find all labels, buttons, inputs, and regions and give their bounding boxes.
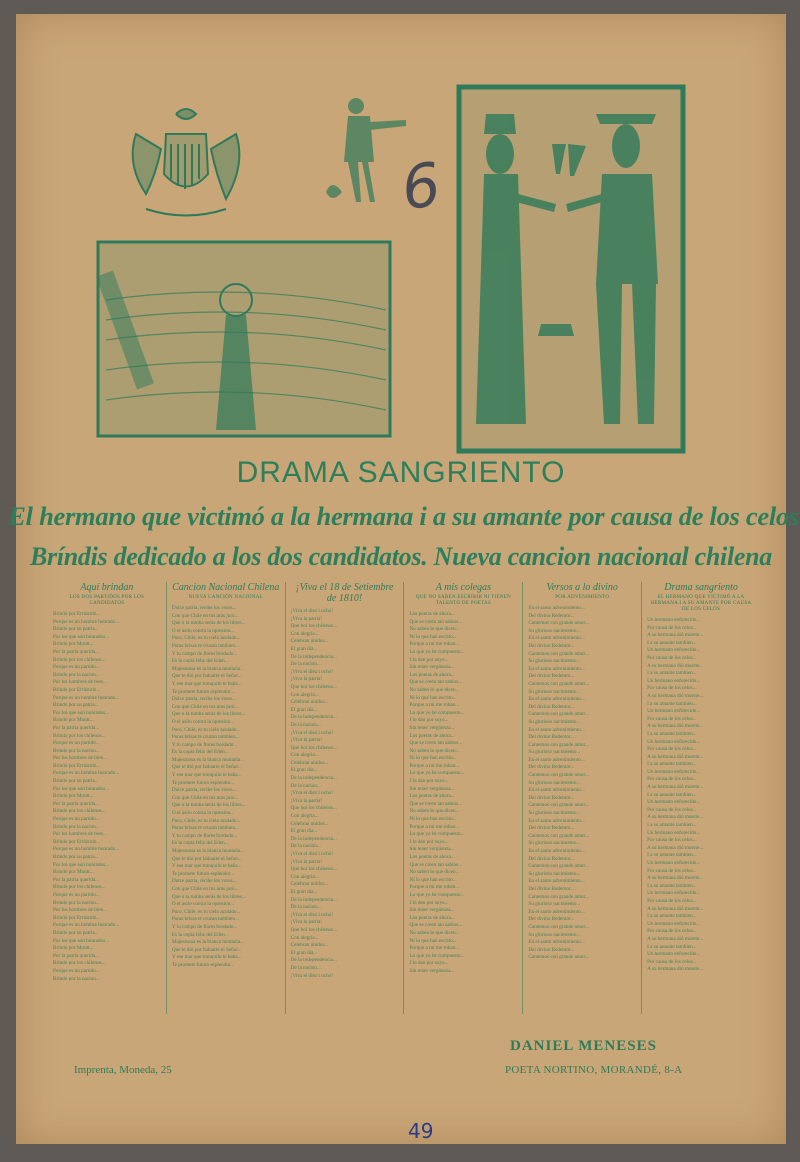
- handwritten-number-top: 6: [397, 149, 445, 225]
- author-address: POETA NORTINO, MORANDÉ, 8-A: [505, 1064, 683, 1076]
- column-verse: Brindo por Errázuriz... Porque es un hombre honrado... Brindo por su patria... Por los que son honrados... Brindo por Montt... Por la patria querida... Brindo por los chilenos... Porque es un partido... Brindo por la nacion... Por los hombres de bien... Brindo por Errázuriz... Porque es un hombre honrado... Brindo por su patria... Por los que son honrados... Brindo por Montt... Por la patria querida... Brindo por los chilenos... Porque es un partido... Brindo por la nacion... Por los hombres de bien... Brindo por Errázuriz... Porque es un hombre honrado... Brindo por su patria... Por los que son honrados... Brindo por Montt... Por la patria querida... Brindo por los chilenos... Porque es un partido... Brindo por la nacion... Por los hombres de bien... Brindo por Errázuriz... Porque es un hombre honrado... Brindo por su patria... Por los que son honrados... Brindo por Montt... Por la patria querida... Brindo por los chilenos... Porque es un partido... Brindo por la nacion... Por los hombres de bien... Brindo por Errázuriz... Porque es un hombre honrado... Brindo por su patria... Por los que son honrados... Brindo por Montt... Por la patria querida... Brindo por los chilenos... Porque es un partido... Brindo por la nacion...: [53, 611, 120, 982]
- column-title: ¡Viva el 18 de Setiembre de 1810!: [295, 582, 394, 604]
- coat-of-arms-woodcut: [116, 104, 256, 224]
- verse-column: [642, 582, 760, 1014]
- main-title: DRAMA SANGRIENTO: [236, 456, 566, 489]
- headline-line-3: Bríndis dedicado a los dos candidatos. Nueva cancion nacional chilena: [29, 542, 772, 571]
- verse-column: [404, 582, 523, 1014]
- printer-imprint: Imprenta, Moneda, 25: [74, 1064, 172, 1076]
- column-verse: ¡Viva el diez i ocho! ¡Viva la patria! Que hoi los chilenos... Con alegria... Celebran unidos... El gran dia... De la independencia... De la nacion... ¡Viva el diez i ocho! ¡Viva la patria! Que hoi los chilenos... Con alegria... Celebran unidos... El gran dia... De la independencia... De la nacion... ¡Viva el diez i ocho! ¡Viva la patria! Que hoi los chilenos... Con alegria... Celebran unidos... El gran dia... De la independencia... De la nacion... ¡Viva el diez i ocho! ¡Viva la patria! Que hoi los chilenos... Con alegria... Celebran unidos... El gran dia... De la independencia... De la nacion... ¡Viva el diez i ocho! ¡Viva la patria! Que hoi los chilenos... Con alegria... Celebran unidos... El gran dia... De la independencia... De la nacion... ¡Viva el diez i ocho! ¡Viva la patria! Que hoi los chilenos... Con alegria... Celebran unidos... El gran dia... De la independencia... De la nacion... ¡Viva el diez i ocho!: [290, 608, 338, 979]
- column-title: A mis colegas: [435, 582, 492, 593]
- verse-column: [286, 582, 405, 1014]
- angel-scene-woodcut: [96, 240, 392, 438]
- column-verse: Los poetas de ahora... Que se creen tan sabios... No saben lo que dicen... Ni lo que han escrito... Porque a mí me roban... Lo que yo he compuesto... I lo dan por suyo... Sin tener vergüenza... Los poetas de ahora... Que se creen tan sabios... No saben lo que dicen... Ni lo que han escrito... Porque a mí me roban... Lo que yo he compuesto... I lo dan por suyo... Sin tener vergüenza... Los poetas de ahora... Que se creen tan sabios... No saben lo que dicen... Ni lo que han escrito... Porque a mí me roban... Lo que yo he compuesto... I lo dan por suyo... Sin tener vergüenza... Los poetas de ahora... Que se creen tan sabios... No saben lo que dicen... Ni lo que han escrito... Porque a mí me roban... Lo que yo he compuesto... I lo dan por suyo... Sin tener vergüenza... Los poetas de ahora... Que se creen tan sabios... No saben lo que dicen... Ni lo que han escrito... Porque a mí me roban... Lo que yo he compuesto... I lo dan por suyo... Sin tener vergüenza... Los poetas de ahora... Que se creen tan sabios... No saben lo que dicen... Ni lo que han escrito... Porque a mí me roban... Lo que yo he compuesto... I lo dan por suyo... Sin tener vergüenza...: [409, 611, 465, 974]
- headline-line-2: El hermano que victimó a la hermana i a su amante por causa de los celos: [8, 502, 799, 531]
- broadside-sheet: [8, 14, 799, 1144]
- column-title: Versos a lo divino: [546, 582, 618, 593]
- column-subtitle: EL HERMANO QUE VICTIMÓ A LA HERMANA I A SU AMANTE POR CAUSA DE LOS CELOS: [650, 595, 752, 612]
- verse-column: [167, 582, 286, 1014]
- column-title: Aquí brindan: [80, 582, 134, 593]
- verse-columns: [48, 582, 760, 1014]
- column-verse: En el santo advenimiento... Del divino Redentor... Cantemos con grande amor... Su glorioso nacimiento... En el santo advenimiento... Del divino Redentor... Cantemos con grande amor... Su glorioso nacimiento... En el santo advenimiento... Del divino Redentor... Cantemos con grande amor... Su glorioso nacimiento... En el santo advenimiento... Del divino Redentor... Cantemos con grande amor... Su glorioso nacimiento... En el santo advenimiento... Del divino Redentor... Cantemos con grande amor... Su glorioso nacimiento... En el santo advenimiento... Del divino Redentor... Cantemos con grande amor... Su glorioso nacimiento... En el santo advenimiento... Del divino Redentor... Cantemos con grande amor... Su glorioso nacimiento... En el santo advenimiento... Del divino Redentor... Cantemos con grande amor... Su glorioso nacimiento... En el santo advenimiento... Del divino Redentor... Cantemos con grande amor... Su glorioso nacimiento... En el santo advenimiento... Del divino Redentor... Cantemos con grande amor... Su glorioso nacimiento... En el santo advenimiento... Del divino Redentor... Cantemos con grande amor... Su glorioso nacimiento... En el santo advenimiento... Del divino Redentor... Cantemos con grande amor...: [528, 605, 589, 961]
- column-verse: Dulce patria, recibe los votos... Con que Chile en tus aras juró... Que o la tumba serás de los libres... O el asilo contra la opresion... Puro, Chile, es tu cielo azulado... Puras brisas te cruzan tambien... Y tu campo de flores bordado... Es la copia feliz del Eden... Majestuosa es la blanca montaña... Que te dió por baluarte el Señor... Y ese mar que tranquilo te baña... Te promete futuro esplendor... Dulce patria, recibe los votos... Con que Chile en tus aras juró... Que o la tumba serás de los libres... O el asilo contra la opresion... Puro, Chile, es tu cielo azulado... Puras brisas te cruzan tambien... Y tu campo de flores bordado... Es la copia feliz del Eden... Majestuosa es la blanca montaña... Que te dió por baluarte el Señor... Y ese mar que tranquilo te baña... Te promete futuro esplendor... Dulce patria, recibe los votos... Con que Chile en tus aras juró... Que o la tumba serás de los libres... O el asilo contra la opresion... Puro, Chile, es tu cielo azulado... Puras brisas te cruzan tambien... Y tu campo de flores bordado... Es la copia feliz del Eden... Majestuosa es la blanca montaña... Que te dió por baluarte el Señor... Y ese mar que tranquilo te baña... Te promete futuro esplendor... Dulce patria, recibe los votos... Con que Chile en tus aras juró... Que o la tumba serás de los libres... O el asilo contra la opresion... Puro, Chile, es tu cielo azulado... Puras brisas te cruzan tambien... Y tu campo de flores bordado... Es la copia feliz del Eden... Majestuosa es la blanca montaña... Que te dió por baluarte el Señor... Y ese mar que tranquilo te baña... Te promete futuro esplendor...: [171, 605, 246, 968]
- column-title: Cancion Nacional Chilena: [172, 582, 280, 593]
- column-subtitle: NUEVA CANCION NACIONAL: [188, 595, 264, 600]
- author-name: DANIEL MENESES: [510, 1038, 657, 1054]
- column-subtitle: LOS DOS PARTIDOS POR LOS CANDIDATOS: [69, 595, 145, 606]
- column-subtitle: QUE NO SABEN ESCRIBIR NI TIENEN TALENTO DE POETAS: [415, 595, 511, 606]
- column-title: Drama sangriento: [664, 582, 738, 593]
- column-verse: Un hermano enfurecido... Por causa de los celos... A su hermana dió muerte... I a su amante tambien... Un hermano enfurecido... Por causa de los celos... A su hermana dió muerte... I a su amante tambien... Un hermano enfurecido... Por causa de los celos... A su hermana dió muerte... I a su amante tambien... Un hermano enfurecido... Por causa de los celos... A su hermana dió muerte... I a su amante tambien... Un hermano enfurecido... Por causa de los celos... A su hermana dió muerte... I a su amante tambien... Un hermano enfurecido... Por causa de los celos... A su hermana dió muerte... I a su amante tambien... Un hermano enfurecido... Por causa de los celos... A su hermana dió muerte... I a su amante tambien... Un hermano enfurecido... Por causa de los celos... A su hermana dió muerte... I a su amante tambien... Un hermano enfurecido... Por causa de los celos... A su hermana dió muerte... I a su amante tambien... Un hermano enfurecido... Por causa de los celos... A su hermana dió muerte... I a su amante tambien... Un hermano enfurecido... Por causa de los celos... A su hermana dió muerte... I a su amante tambien... Un hermano enfurecido... Por causa de los celos... A su hermana dió muerte...: [647, 617, 704, 973]
- column-subtitle: POR ADVENIMIENTO: [555, 595, 610, 600]
- verse-column: [48, 582, 167, 1014]
- verse-column: [523, 582, 642, 1014]
- handwritten-number-bottom: 49: [408, 1119, 434, 1143]
- toasting-men-woodcut: [456, 84, 686, 454]
